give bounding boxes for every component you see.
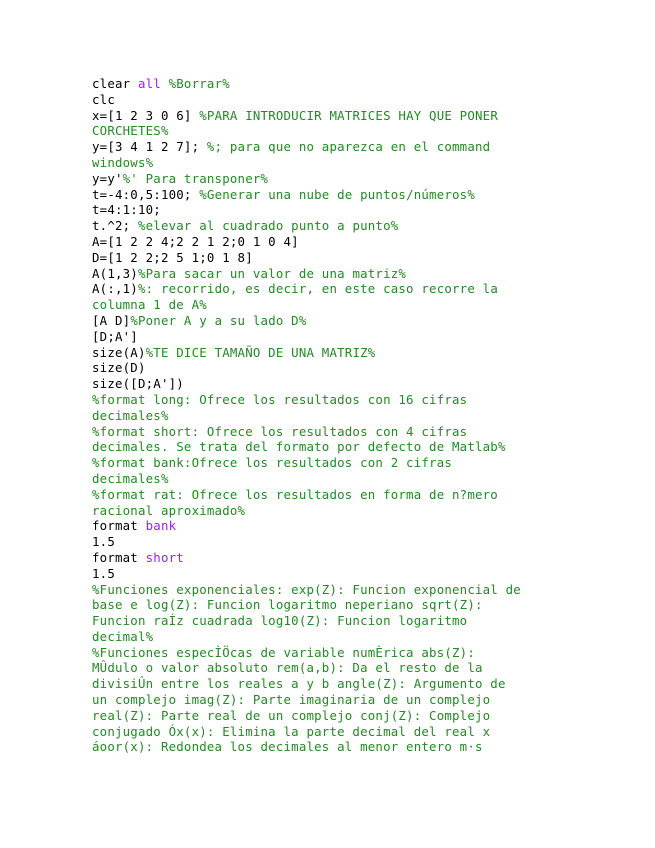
code-comment: decimales%: [92, 407, 169, 423]
code-text: 1.5: [92, 534, 115, 550]
matlab-code-listing: [92, 76, 572, 755]
code-text: [A D]: [92, 312, 131, 328]
code-keyword: bank: [145, 518, 177, 534]
code-comment: %format short: Ofrece los resultados con 4 cifras: [92, 423, 468, 439]
code-line: [92, 518, 572, 534]
code-line: [92, 329, 572, 345]
code-text: y=[3 4 1 2 7];: [92, 139, 207, 155]
code-line: [92, 297, 572, 313]
code-line: [92, 566, 572, 582]
code-line: [92, 660, 572, 676]
code-line: [92, 613, 572, 629]
code-comment: %Funciones exponenciales: exp(Z): Funcion exponencial de: [92, 581, 521, 597]
code-comment: columna 1 de A%: [92, 297, 207, 313]
code-comment: %; para que no aparezca en el command: [206, 139, 491, 155]
code-comment: %Poner A y a su lado D%: [130, 312, 307, 328]
code-text: clear: [92, 76, 138, 91]
code-text: t=4:1:10;: [92, 202, 161, 218]
code-line: [92, 455, 572, 471]
code-comment: decimales%: [92, 470, 169, 486]
code-text: 1.5: [92, 565, 115, 581]
code-line: [92, 597, 572, 613]
code-line: [92, 76, 572, 92]
code-line: [92, 724, 572, 740]
code-line: [92, 692, 572, 708]
code-comment: %Funciones especÌÖcas de variable numÈrica abs(Z):: [92, 644, 475, 660]
code-comment: %elevar al cuadrado punto a punto%: [137, 218, 399, 234]
code-line: [92, 676, 572, 692]
code-line: [92, 218, 572, 234]
code-line: [92, 739, 572, 755]
code-line: [92, 108, 572, 124]
code-comment: CORCHETES%: [92, 123, 169, 139]
code-line: [92, 645, 572, 661]
code-text: format: [92, 549, 146, 565]
code-comment: %format long: Ofrece los resultados con 16 cifras: [92, 391, 468, 407]
code-line: [92, 503, 572, 519]
code-line: [92, 234, 572, 250]
code-line: [92, 408, 572, 424]
code-comment: áoor(x): Redondea los decimales al menor entero m·s: [92, 739, 483, 755]
code-comment: %: recorrido, es decir, en este caso recorre la: [137, 281, 498, 297]
code-comment: %Borrar%: [160, 76, 230, 91]
code-line: [92, 392, 572, 408]
code-line: [92, 187, 572, 203]
code-text: size([D;A']): [92, 376, 184, 392]
code-comment: %format bank:Ofrece los resultados con 2 cifras: [92, 455, 453, 471]
code-comment: MÛdulo o valor absoluto rem(a,b): Da el resto de la: [92, 660, 483, 676]
code-line: [92, 202, 572, 218]
code-keyword: short: [145, 549, 184, 565]
code-line: [92, 360, 572, 376]
code-text: clc: [92, 91, 115, 107]
code-comment: un complejo imag(Z): Parte imaginaria de un complejo: [92, 692, 491, 708]
code-comment: %format rat: Ofrece los resultados en forma de n?mero: [92, 486, 498, 502]
code-line: [92, 313, 572, 329]
code-line: [92, 471, 572, 487]
code-text: x=[1 2 3 0 6]: [92, 107, 200, 123]
code-line: [92, 534, 572, 550]
code-line: [92, 92, 572, 108]
code-text: A(1,3): [92, 265, 138, 281]
code-line: [92, 550, 572, 566]
code-line: [92, 708, 572, 724]
code-comment: %TE DICE TAMAÑO DE UNA MATRIZ%: [145, 344, 376, 360]
code-comment: real(Z): Parte real de un complejo conj(Z): Complejo: [92, 707, 491, 723]
code-line: [92, 376, 572, 392]
code-comment: Funcion raÍz cuadrada log10(Z): Funcion logaritmo: [92, 613, 468, 629]
code-line: [92, 155, 572, 171]
code-text: A(:,1): [92, 281, 138, 297]
code-text: [D;A']: [92, 328, 138, 344]
code-comment: %' Para transponer%: [122, 170, 269, 186]
code-text: format: [92, 518, 146, 534]
code-line: [92, 123, 572, 139]
code-comment: racional aproximado%: [92, 502, 246, 518]
code-comment: decimales. Se trata del formato por defecto de Matlab%: [92, 439, 506, 455]
code-line: [92, 250, 572, 266]
code-line: [92, 582, 572, 598]
code-line: [92, 171, 572, 187]
code-text: A=[1 2 2 4;2 2 1 2;0 1 0 4]: [92, 233, 299, 249]
code-line: [92, 281, 572, 297]
code-line: [92, 439, 572, 455]
code-line: [92, 266, 572, 282]
code-text: size(A): [92, 344, 146, 360]
code-comment: conjugado Óx(x): Elimina la parte decimal del real x: [92, 723, 491, 739]
code-text: t=-4:0,5:100;: [92, 186, 200, 202]
code-comment: %PARA INTRODUCIR MATRICES HAY QUE PONER: [199, 107, 498, 123]
code-comment: windows%: [92, 154, 154, 170]
code-line: [92, 629, 572, 645]
code-line: [92, 487, 572, 503]
code-comment: divisiÛn entre los reales a y b angle(Z): Argumento de: [92, 676, 506, 692]
code-text: t.^2;: [92, 218, 138, 234]
code-comment: %Generar una nube de puntos/números%: [199, 186, 476, 202]
code-text: size(D): [92, 360, 146, 376]
code-line: [92, 139, 572, 155]
code-line: [92, 424, 572, 440]
code-comment: base e log(Z): Funcion logaritmo neperiano sqrt(Z):: [92, 597, 483, 613]
code-keyword: all: [137, 76, 161, 91]
code-comment: %Para sacar un valor de una matriz%: [137, 265, 407, 281]
code-text: y=y': [92, 170, 123, 186]
code-line: [92, 345, 572, 361]
code-comment: decimal%: [92, 628, 154, 644]
code-text: D=[1 2 2;2 5 1;0 1 8]: [92, 249, 253, 265]
